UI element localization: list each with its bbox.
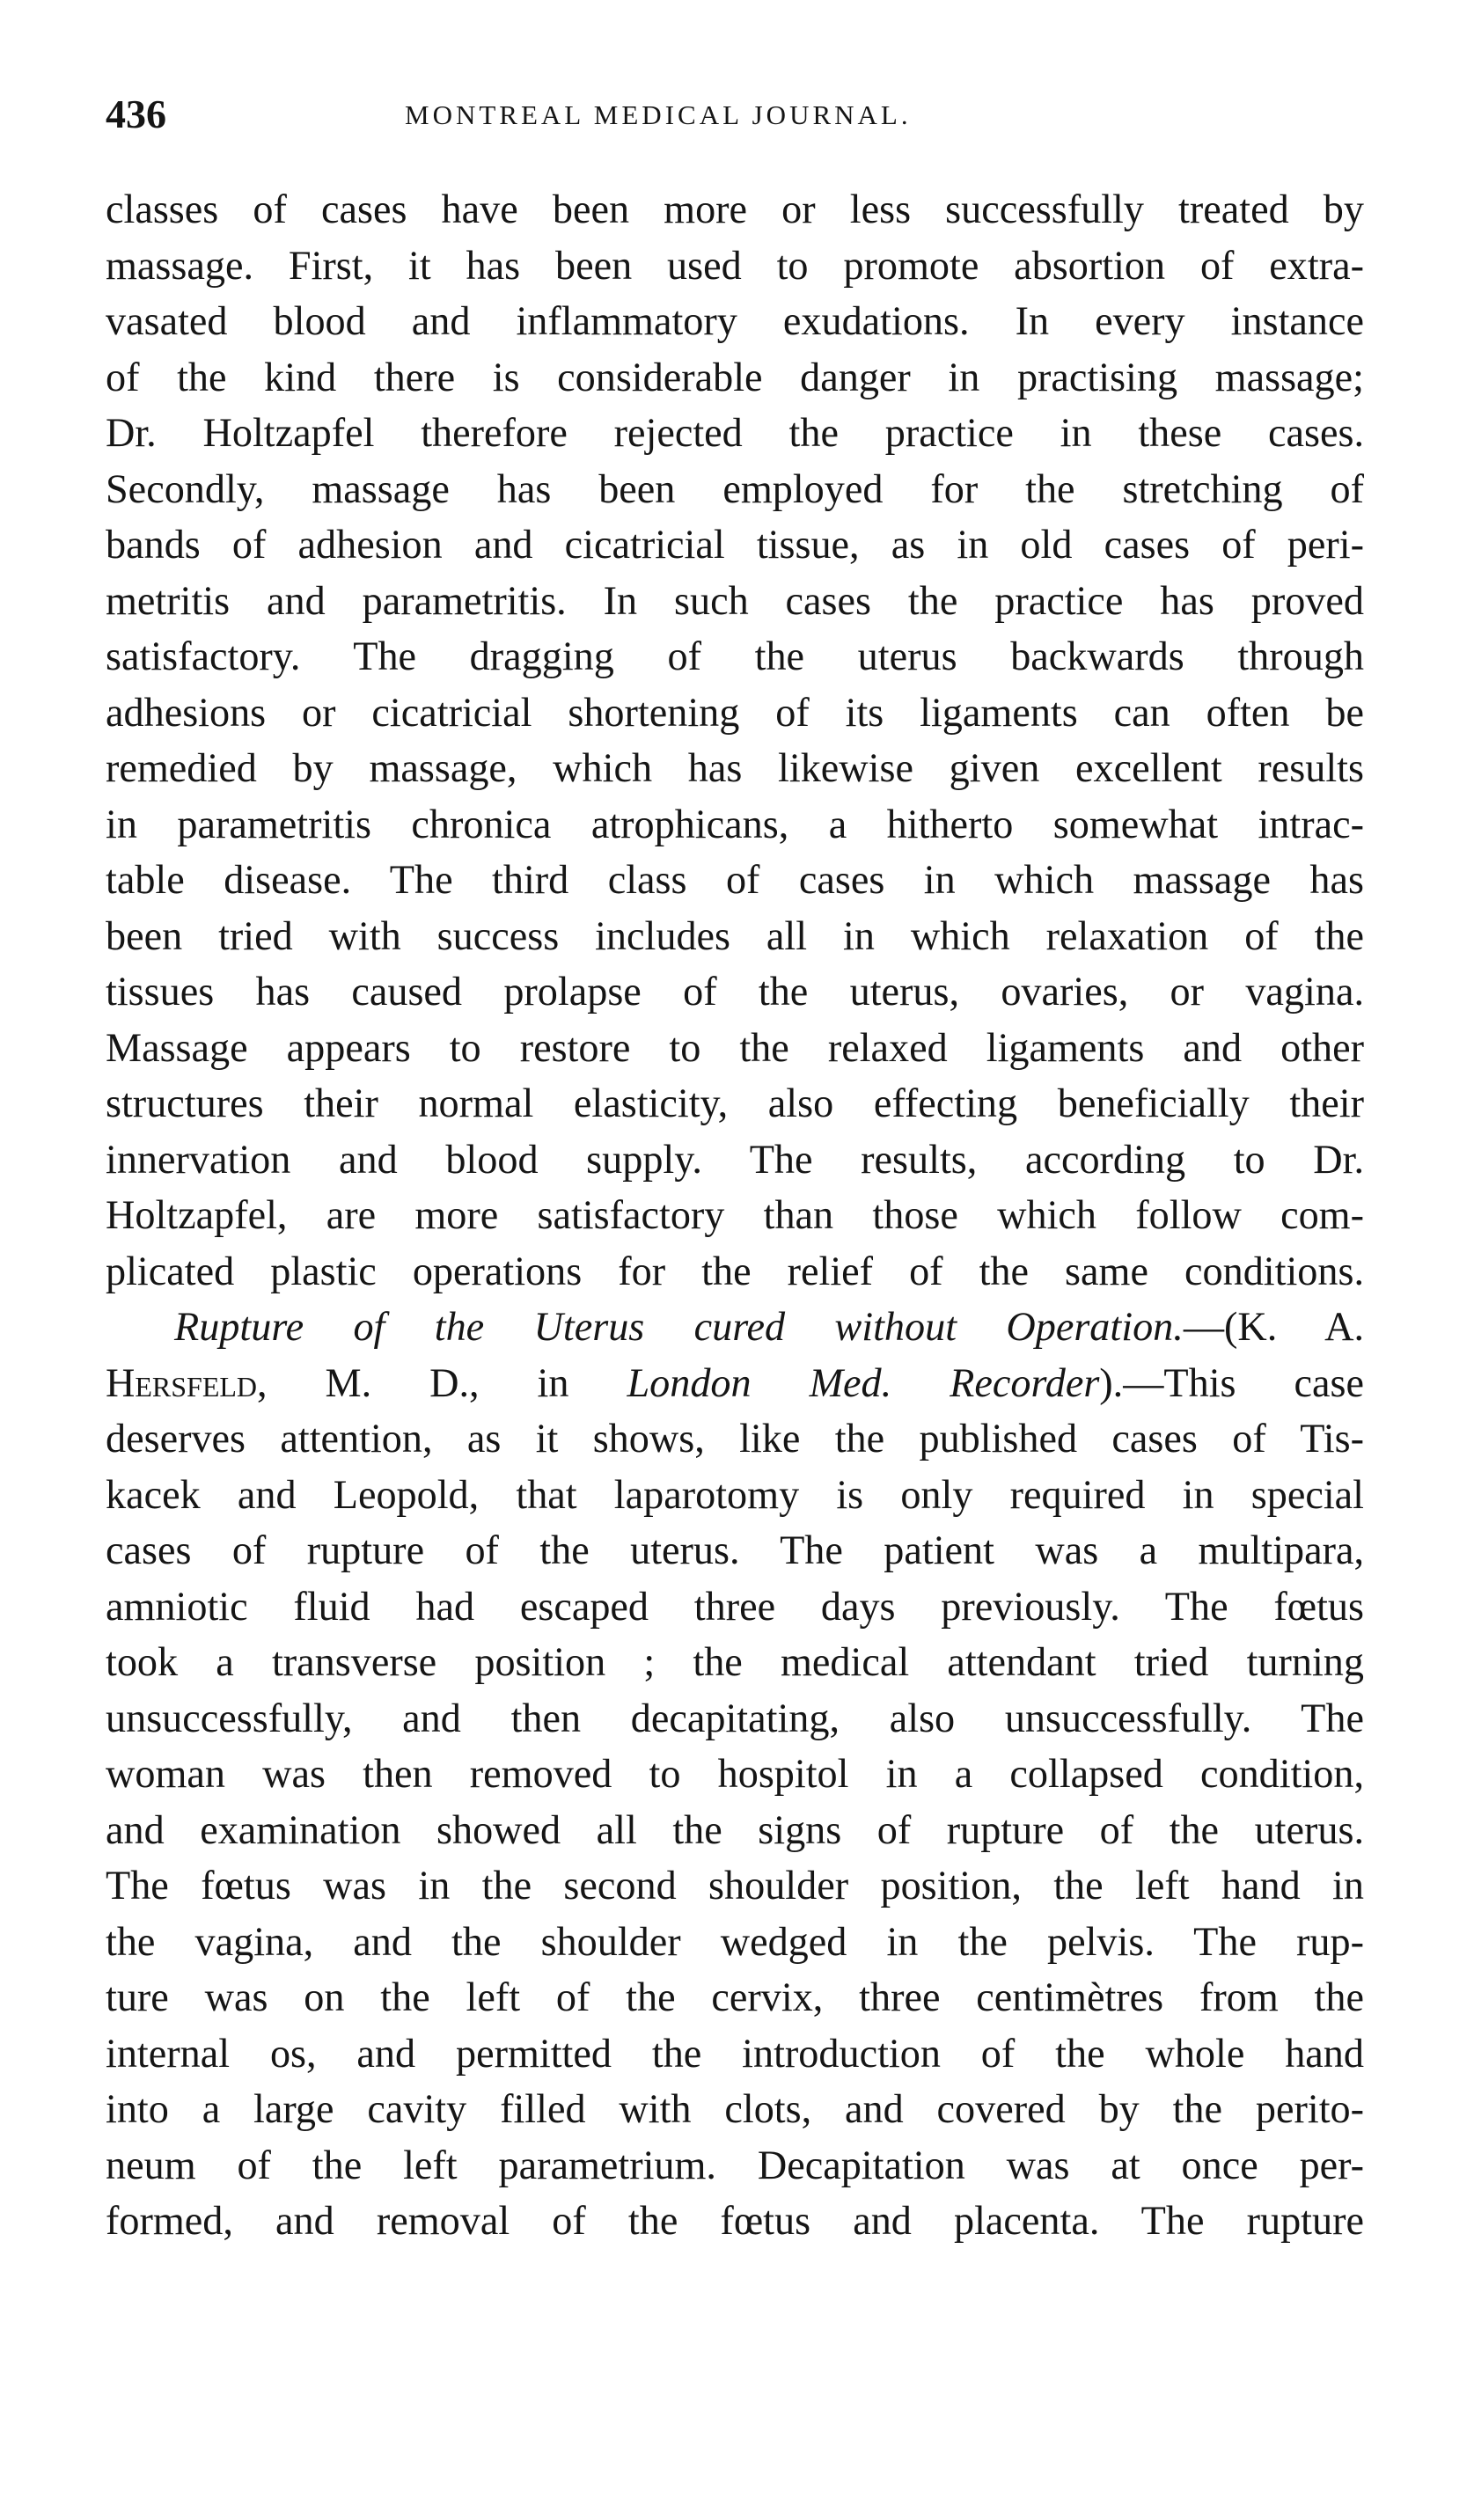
text-line: structures their normal elasticity, also effecting beneficially their	[106, 1081, 1364, 1125]
text-line: been tried with success includes all in which relaxation of the	[106, 912, 1364, 958]
citation-tail: ).—This case	[1099, 1359, 1364, 1405]
text-line: woman was then removed to hospitol in a collapsed condition,	[106, 1751, 1364, 1796]
text-line: amniotic fluid had escaped three days previously. The fœtus	[106, 1583, 1364, 1629]
journal-title: MONTREAL MEDICAL JOURNAL.	[405, 99, 912, 130]
text-line: Dr. Holtzapfel therefore rejected the practice in these cases.	[106, 410, 1364, 455]
article-body	[106, 181, 1364, 2249]
text-line: bands of adhesion and cicatricial tissue, as in old cases of peri-	[106, 522, 1364, 567]
section-heading-line	[106, 1299, 1364, 1355]
citation-line	[106, 1355, 1364, 1411]
running-head	[106, 88, 1364, 141]
page-number: 436	[106, 92, 166, 136]
text-line: tissues has caused prolapse of the uterus, ovaries, or vagina.	[106, 969, 1364, 1014]
text-line: formed, and removal of the fœtus and placenta. The rupture	[106, 2198, 1364, 2243]
text-line: ture was on the left of the cervix, three centimètres from the	[106, 1974, 1364, 2019]
journal-page	[106, 88, 1364, 2249]
text-line: internal os, and permitted the introduction of the whole hand	[106, 2030, 1364, 2076]
text-line: cases of rupture of the uterus. The patient was a multipara,	[106, 1527, 1364, 1572]
text-line: Holtzapfel, are more satisfactory than those which follow com-	[106, 1192, 1364, 1237]
paragraph-massage	[106, 181, 1364, 1299]
text-line: of the kind there is considerable danger in practising massage;	[106, 354, 1364, 399]
text-line: vasated blood and inflammatory exudations. In every instance	[106, 298, 1364, 343]
text-line: table disease. The third class of cases in which massage has	[106, 857, 1364, 902]
text-line: unsuccessfully, and then decapitating, also unsuccessfully. The	[106, 1695, 1364, 1740]
text-line: adhesions or cicatricial shortening of its ligaments can often be	[106, 689, 1364, 735]
text-line: deserves attention, as it shows, like the published cases of Tis-	[106, 1416, 1364, 1461]
text-line: took a transverse position ; the medical attendant tried turning	[106, 1639, 1364, 1684]
paragraph-rupture	[106, 1299, 1364, 2249]
text-line: kacek and Leopold, that laparotomy is only required in special	[106, 1471, 1364, 1517]
text-line: massage. First, it has been used to promote absortion of extra-	[106, 242, 1364, 288]
text-line: neum of the left parametrium. Decapitation was at once per-	[106, 2142, 1364, 2187]
text-line: innervation and blood supply. The results, according to Dr.	[106, 1136, 1364, 1182]
section-heading: Rupture of the Uterus cured without Operation.	[174, 1304, 1184, 1349]
text-line: classes of cases have been more or less successfully treated by	[106, 187, 1364, 231]
text-line: into a large cavity filled with clots, and covered by the perito-	[106, 2086, 1364, 2131]
text-line: remedied by massage, which has likewise given excellent results	[106, 745, 1364, 790]
text-line: Secondly, massage has been employed for the stretching of	[106, 465, 1364, 511]
text-line: Massage appears to restore to the relaxed ligaments and other	[106, 1024, 1364, 1070]
text-line: metritis and parametritis. In such cases the practice has proved	[106, 577, 1364, 623]
heading-dash: —(K. A.	[1183, 1304, 1364, 1349]
text-line: in parametritis chronica atrophicans, a hitherto somewhat intrac-	[106, 801, 1364, 846]
text-line: the vagina, and the shoulder wedged in the pelvis. The rup-	[106, 1918, 1364, 1964]
source-title: London Med. Recorder	[627, 1359, 1100, 1405]
text-line: and examination showed all the signs of rupture of the uterus.	[106, 1806, 1364, 1852]
author-credentials: , M. D., in	[257, 1359, 627, 1405]
text-line: plicated plastic operations for the relief of the same conditions.	[106, 1248, 1364, 1293]
text-line: satisfactory. The dragging of the uterus backwards through	[106, 634, 1364, 678]
text-line: The fœtus was in the second shoulder position, the left hand in	[106, 1863, 1364, 1908]
author-name: Hersfeld	[106, 1359, 258, 1405]
